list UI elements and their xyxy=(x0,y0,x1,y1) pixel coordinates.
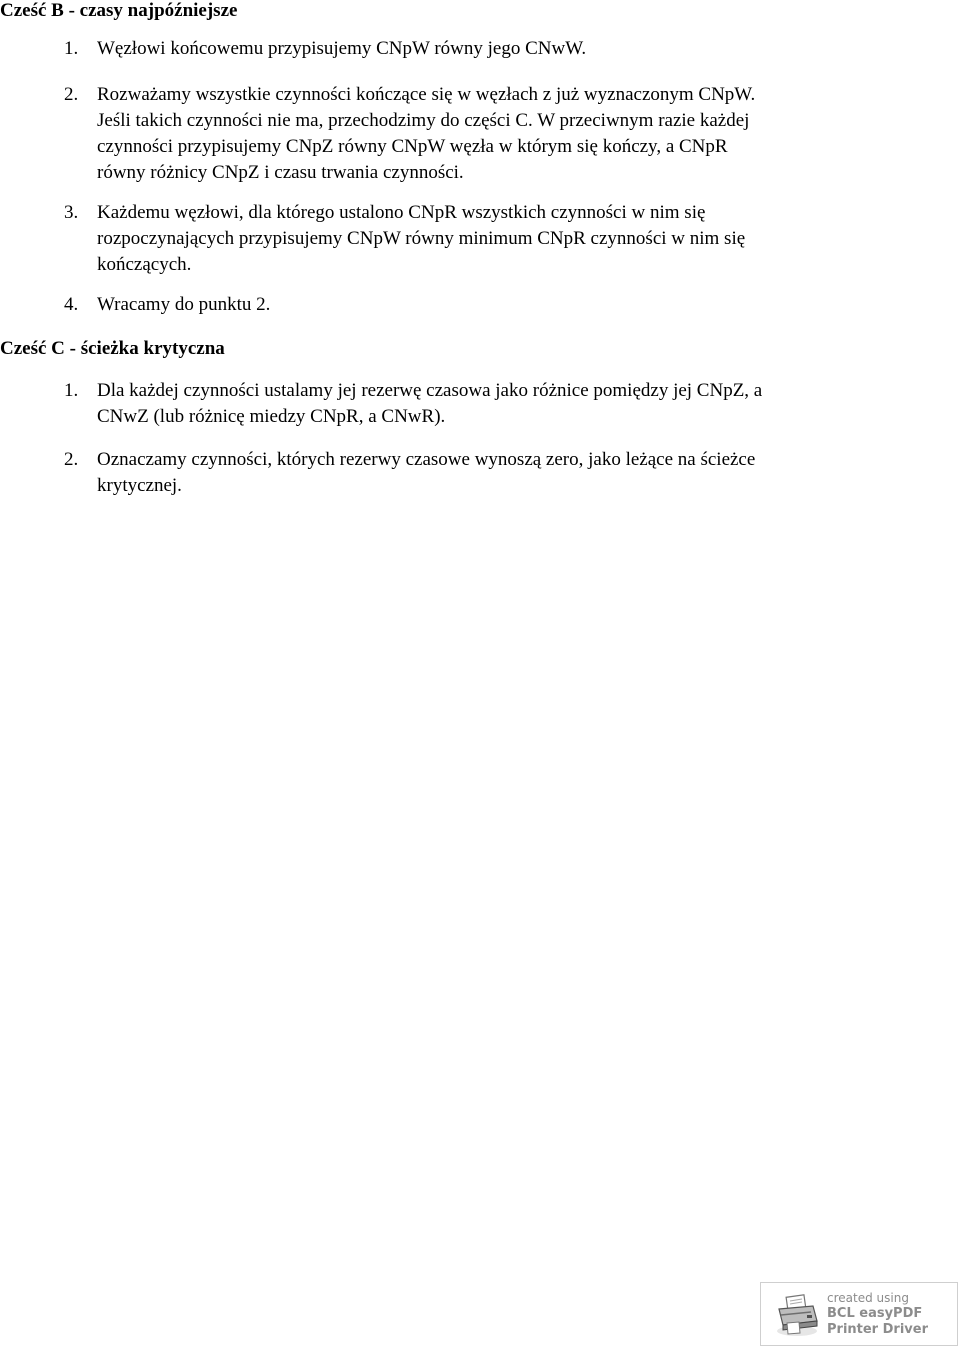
list-item-number: 1. xyxy=(64,38,79,59)
list-item-text xyxy=(97,378,887,430)
text-line: krytycznej. xyxy=(97,475,182,496)
badge-product-type: Printer Driver xyxy=(827,1322,928,1337)
list-item-text xyxy=(97,200,887,278)
list-item-number: 2. xyxy=(64,84,79,105)
list-item-text xyxy=(97,292,887,318)
text-line: Rozważamy wszystkie czynności kończące się w węzłach z już wyznaczonym CNpW. xyxy=(97,84,756,105)
printer-icon xyxy=(773,1293,821,1337)
text-line: Wracamy do punktu 2. xyxy=(97,294,271,315)
list-item-number: 3. xyxy=(64,202,79,223)
list-item-number: 4. xyxy=(64,294,79,315)
text-line: CNwZ (lub różnicę miedzy CNpR, a CNwR). xyxy=(97,406,446,427)
text-line: Węzłowi końcowemu przypisujemy CNpW równy jego CNwW. xyxy=(97,38,587,59)
text-line: Jeśli takich czynności nie ma, przechodzimy do części C. W przeciwnym razie każdej xyxy=(97,110,750,131)
badge-text xyxy=(827,1291,928,1338)
text-line: Oznaczamy czynności, których rezerwy czasowe wynoszą zero, jako leżące na ścieżce xyxy=(97,449,756,470)
easypdf-badge xyxy=(760,1282,958,1346)
text-line: czynności przypisujemy CNpZ równy CNpW węzła w którym się kończy, a CNpR xyxy=(97,136,728,157)
list-item-text xyxy=(97,82,887,186)
text-line: rozpoczynających przypisujemy CNpW równy minimum CNpR czynności w nim się xyxy=(97,228,746,249)
badge-product-name: BCL easyPDF xyxy=(827,1306,923,1321)
list-item-text xyxy=(97,36,887,62)
text-line: kończących. xyxy=(97,254,192,275)
text-line: Każdemu węzłowi, dla którego ustalono CNpR wszystkich czynności w nim się xyxy=(97,202,706,223)
list-item-number: 2. xyxy=(64,449,79,470)
text-line: Dla każdej czynności ustalamy jej rezerwę czasowa jako różnice pomiędzy jej CNpZ, a xyxy=(97,380,763,401)
text-line: równy różnicy CNpZ i czasu trwania czynności. xyxy=(97,162,464,183)
list-item-text xyxy=(97,447,887,499)
section-heading-part-c: Cześć C - ścieżka krytyczna xyxy=(0,338,225,359)
badge-created-using: created using xyxy=(827,1291,909,1305)
section-heading-part-b: Cześć B - czasy najpóźniejsze xyxy=(0,0,238,21)
list-item-number: 1. xyxy=(64,380,79,401)
